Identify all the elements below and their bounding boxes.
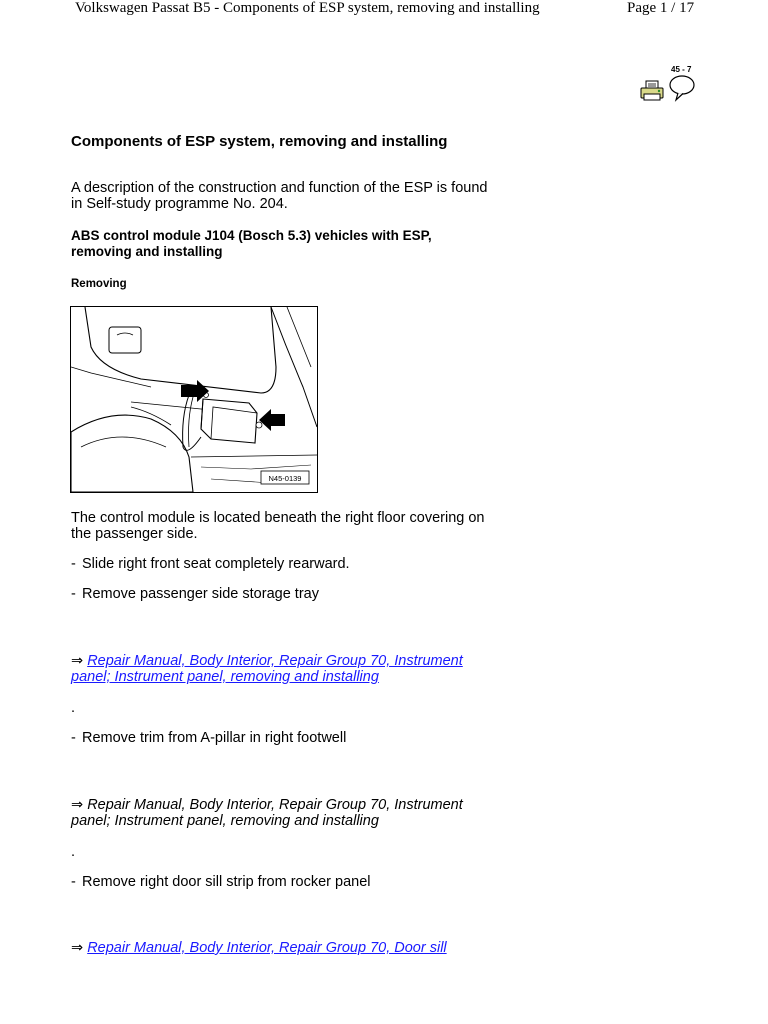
step-text: Remove passenger side storage tray [82, 586, 319, 602]
step-dash: - [71, 556, 76, 572]
arrow-icon: ⇒ [71, 653, 84, 669]
footwell-illustration [71, 307, 317, 492]
printer-icon[interactable] [640, 80, 664, 102]
step-text: Slide right front seat completely rearward. [82, 556, 350, 572]
subsection-heading-removing: Removing [71, 278, 127, 290]
intro-paragraph: A description of the construction and function of the ESP is found in Self-study programme No. 204. [71, 180, 488, 212]
arrow-icon: ⇒ [71, 797, 84, 813]
reference-1 [71, 653, 501, 685]
page-code: 45 - 7 [671, 65, 692, 74]
repair-manual-link-1[interactable]: Repair Manual, Body Interior, Repair Group 70, Instrument panel; Instrument panel, removing and installing [71, 653, 463, 685]
step-dash: - [71, 874, 76, 890]
location-paragraph: The control module is located beneath the right floor covering on the passenger side. [71, 510, 485, 542]
page-title: Components of ESP system, removing and installing [71, 133, 448, 150]
period: . [71, 700, 76, 716]
step-1 [71, 556, 350, 572]
period: . [71, 844, 76, 860]
step-dash: - [71, 586, 76, 602]
arrow-icon: ⇒ [71, 940, 84, 956]
figure-label: N45-0139 [268, 474, 302, 483]
reference-3 [71, 940, 501, 956]
step-text: Remove right door sill strip from rocker panel [82, 874, 371, 890]
repair-manual-link-3[interactable]: Repair Manual, Body Interior, Repair Group 70, Door sill [87, 940, 447, 956]
section-heading: ABS control module J104 (Bosch 5.3) vehicles with ESP, removing and installing [71, 228, 432, 259]
speech-balloon-icon[interactable] [668, 74, 696, 102]
repair-manual-reference-2: Repair Manual, Body Interior, Repair Group 70, Instrument panel; Instrument panel, removing and installing [71, 797, 463, 829]
page-header-title: Volkswagen Passat B5 - Components of ESP system, removing and installing [75, 0, 540, 16]
step-4 [71, 874, 371, 890]
reference-2 [71, 797, 501, 829]
step-text: Remove trim from A-pillar in right footwell [82, 730, 347, 746]
step-2 [71, 586, 319, 602]
illustration-figure [70, 306, 318, 493]
step-3 [71, 730, 346, 746]
page-number: Page 1 / 17 [627, 0, 695, 16]
step-dash: - [71, 730, 76, 746]
